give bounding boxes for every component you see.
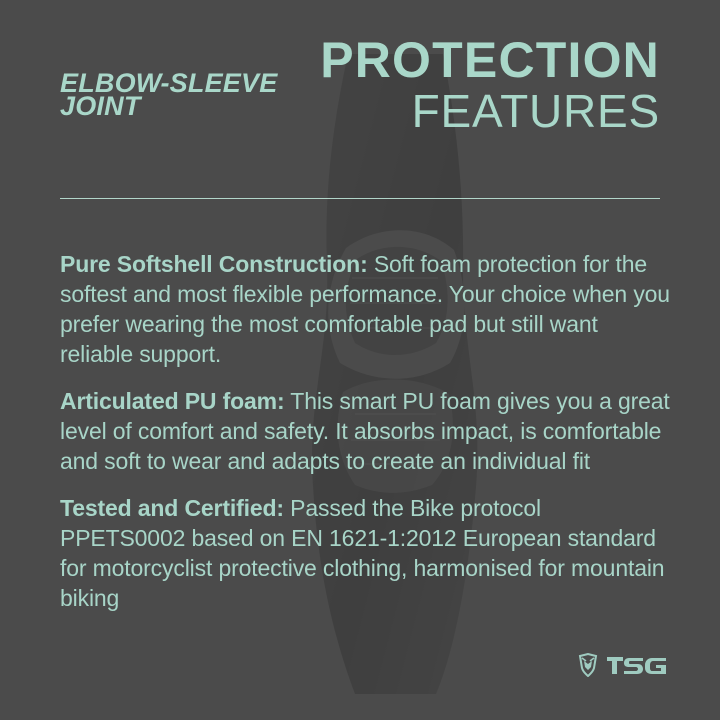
feature-title-tested-certified: Tested and Certified: — [60, 495, 284, 521]
feature-title-articulated-pu-foam: Articulated PU foam: — [60, 388, 285, 414]
feature-text-tested-certified: Passed the Bike protocol PPETS0002 based on EN 1621-1:2012 European standard for motorcyclist protective clothing, harmonised for mountain biking — [60, 495, 665, 611]
tsg-logo — [576, 652, 668, 678]
feature-text-articulated-pu-foam: This smart PU foam gives you a great level of comfort and safety. It absorbs impact, is comfortable and soft to wear and adapts to create an individual fit — [60, 388, 670, 474]
feature-item-tested-certified — [60, 493, 670, 613]
product-type-label — [60, 68, 300, 121]
title-divider — [60, 198, 660, 199]
feature-text-softshell-construction: Soft foam protection for the softest and most flexible performance. Your choice when you prefer wearing the most comfortable pad but still want reliable support. — [60, 251, 670, 367]
feature-item-softshell-construction — [60, 249, 670, 369]
feature-item-articulated-pu-foam — [60, 386, 670, 476]
product-type-line-1: ELBOW-SLEEVE — [60, 68, 278, 98]
shield-logo-icon — [576, 653, 600, 677]
tsg-logo-wordmark — [605, 653, 667, 677]
page-title — [270, 32, 660, 137]
feature-title-softshell-construction: Pure Softshell Construction: — [60, 251, 368, 277]
title-features: FEATURES — [411, 85, 660, 137]
feature-list — [60, 249, 670, 630]
product-type-line-2: JOINT — [60, 91, 141, 121]
title-protection: PROTECTION — [320, 32, 660, 88]
